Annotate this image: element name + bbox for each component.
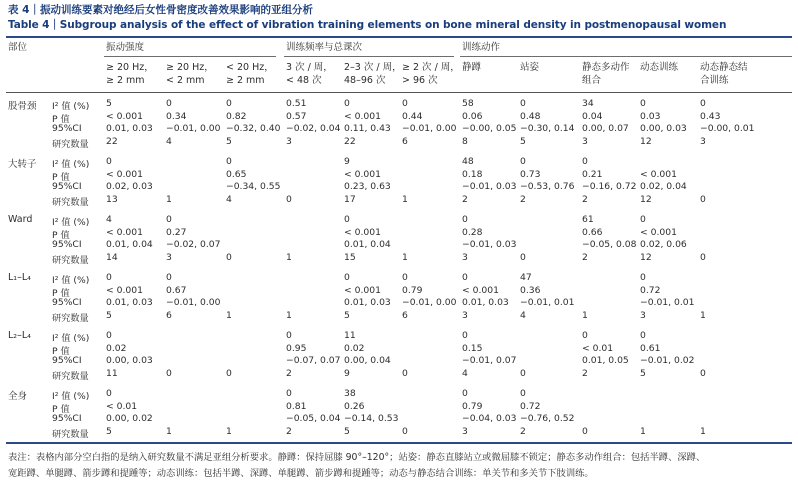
table-cell: 0 <box>106 388 112 399</box>
table-cell: 0.43 <box>700 110 721 122</box>
table-cell: 1 <box>286 251 292 263</box>
table-cell: 4 <box>520 309 526 321</box>
table-cell: 1 <box>166 193 172 205</box>
table-cell: 0.23, 0.63 <box>344 181 391 193</box>
table-cell: 0 <box>582 156 588 167</box>
table-cell: 34 <box>582 98 594 109</box>
table-cell: −0.32, 0.40 <box>226 123 281 135</box>
table-cell: 6 <box>402 135 408 147</box>
table-cell: 0.81 <box>286 400 307 412</box>
table-cell: < 0.001 <box>640 168 677 180</box>
table-cell: 0 <box>166 367 172 379</box>
metric-label-ci: 95%CI <box>52 123 82 135</box>
table-cell: 0.36 <box>520 284 541 296</box>
table-cell: 0.26 <box>344 400 365 412</box>
table-cell: 0.79 <box>462 400 483 412</box>
table-cell: −0.01, 0.03 <box>462 239 517 251</box>
table-cell: 1 <box>700 309 706 321</box>
table-cell: < 0.01 <box>582 342 614 354</box>
table-cell: 0 <box>700 251 706 263</box>
table-cell: 0.57 <box>286 110 307 122</box>
metric-label-i2: I² 值 (%) <box>52 391 90 402</box>
table-cell: −0.01, 0.03 <box>462 181 517 193</box>
table-cell: 0.51 <box>286 98 307 109</box>
metric-label-n: 研究数量 <box>52 428 89 440</box>
table-cell: 0.18 <box>462 168 483 180</box>
group-label: 股骨颈 <box>8 101 37 112</box>
metric-label-n: 研究数量 <box>52 312 89 324</box>
table-cell: 3 <box>462 309 468 321</box>
table-cell: 0 <box>640 272 646 283</box>
table-cell: 5 <box>106 309 112 321</box>
table-cell: 0.65 <box>226 168 247 180</box>
table-cell: 0.73 <box>520 168 541 180</box>
table-cell: 0 <box>462 214 468 225</box>
metric-label-n: 研究数量 <box>52 370 89 382</box>
table-cell: 1 <box>402 251 408 263</box>
table-cell: −0.01, 0.01 <box>640 297 695 309</box>
table-cell: −0.53, 0.76 <box>520 181 575 193</box>
header-underline-frequency <box>284 56 454 57</box>
header-col-6: ≥ 2 次 / 周， > 96 次 <box>402 62 460 86</box>
table-cell: < 0.001 <box>462 284 499 296</box>
table-cell: 61 <box>582 214 594 225</box>
table-cell: −0.16, 0.72 <box>582 181 637 193</box>
table-cell: −0.00, 0.05 <box>462 123 517 135</box>
table-cell: 14 <box>106 251 118 263</box>
header-group-frequency: 训练频率与总课次 <box>286 42 363 53</box>
table-cell: 0.02 <box>106 342 127 354</box>
table-cell: 0.02, 0.06 <box>640 239 687 251</box>
table-cell: −0.01, 0.00 <box>402 297 457 309</box>
table-cell: −0.01, 0.00 <box>166 297 221 309</box>
metric-label-ci: 95%CI <box>52 413 82 425</box>
table-cell: −0.01, 0.00 <box>402 123 457 135</box>
header-part: 部位 <box>8 42 28 53</box>
table-cell: 9 <box>344 367 350 379</box>
table-cell: 0 <box>226 251 232 263</box>
table-cell: < 0.001 <box>106 284 143 296</box>
table-cell: 0 <box>286 193 292 205</box>
table-cell: 0 <box>344 214 350 225</box>
table-cell: 0.01, 0.03 <box>344 297 391 309</box>
table-cell: 0 <box>520 98 526 109</box>
table-cell: 3 <box>700 135 706 147</box>
table-cell: 0.06 <box>462 110 483 122</box>
table-cell: 0 <box>640 98 646 109</box>
table-cell: 0.66 <box>582 226 603 238</box>
table-cell: 0 <box>520 251 526 263</box>
table-cell: 1 <box>640 425 646 437</box>
table-cell: 11 <box>344 330 356 341</box>
table-cell: 0.02, 0.03 <box>106 181 153 193</box>
table-cell: 0.61 <box>640 342 661 354</box>
table-cell: 1 <box>226 309 232 321</box>
table-cell: 0.00, 0.07 <box>582 123 629 135</box>
group-label: L₁–L₄ <box>8 272 31 283</box>
table-cell: 0.01, 0.05 <box>582 355 629 367</box>
table-cell: 38 <box>344 388 356 399</box>
metric-label-i2: I² 值 (%) <box>52 159 90 170</box>
table-cell: 0 <box>286 388 292 399</box>
table-cell: 0 <box>106 156 112 167</box>
table-cell: 0 <box>402 367 408 379</box>
metric-label-n: 研究数量 <box>52 138 89 150</box>
header-bottom-rule <box>6 92 792 93</box>
metric-label-p: P 值 <box>52 403 70 415</box>
table-cell: 58 <box>462 98 474 109</box>
metric-label-p: P 值 <box>52 287 70 299</box>
table-cell: 5 <box>640 367 646 379</box>
table-cell: 6 <box>166 309 172 321</box>
table-cell: 0 <box>106 330 112 341</box>
table-cell: 0 <box>582 330 588 341</box>
table-cell: 2 <box>582 251 588 263</box>
table-cell: < 0.01 <box>106 400 138 412</box>
table-cell: 9 <box>344 156 350 167</box>
table-cell: 2 <box>520 425 526 437</box>
table-cell: 0.48 <box>520 110 541 122</box>
table-title-en: Table 4｜Subgroup analysis of the effect of vibration training elements on bone mineral density in postmenopausal women <box>8 19 727 31</box>
table-cell: 0.00, 0.03 <box>640 123 687 135</box>
table-cell: −0.02, 0.04 <box>286 123 341 135</box>
table-cell: 0 <box>166 272 172 283</box>
header-col-9: 静态多动作 组合 <box>582 62 630 86</box>
table-cell: 0.01, 0.04 <box>106 239 153 251</box>
table-cell: 1 <box>402 193 408 205</box>
table-cell: 0.03 <box>640 110 661 122</box>
table-cell: 0.27 <box>166 226 187 238</box>
table-cell: 1 <box>700 425 706 437</box>
table-cell: 0.95 <box>286 342 307 354</box>
header-underline-intensity <box>104 56 276 57</box>
table-cell: −0.05, 0.08 <box>582 239 637 251</box>
table-cell: 0 <box>166 98 172 109</box>
table-title-cn: 表 4｜振动训练要素对绝经后女性骨密度改善效果影响的亚组分析 <box>8 4 313 16</box>
header-col-4: 3 次 / 周， < 48 次 <box>286 62 333 86</box>
table-cell: 12 <box>640 251 652 263</box>
table-cell: 4 <box>226 193 232 205</box>
table-cell: 0 <box>700 367 706 379</box>
table-cell: 0 <box>700 193 706 205</box>
table-cell: < 0.001 <box>106 168 143 180</box>
table-cell: 17 <box>344 193 356 205</box>
metric-label-i2: I² 值 (%) <box>52 333 90 344</box>
table-cell: 0 <box>462 330 468 341</box>
header-group-action: 训练动作 <box>462 42 501 53</box>
top-rule <box>6 36 792 38</box>
table-cell: 0.00, 0.04 <box>344 355 391 367</box>
table-note-line-1: 表注：表格内部分空白指的是纳入研究数量不满足亚组分析要求。静蹲：保持屈膝 90°–120°；站姿：静态直膝站立或微屈膝不锁定；静态多动作组合：包括半蹲、深蹲、 <box>8 452 706 463</box>
table-cell: 0 <box>106 272 112 283</box>
table-cell: 11 <box>106 367 118 379</box>
bottom-rule <box>6 442 792 444</box>
table-cell: 0 <box>640 330 646 341</box>
table-cell: 0 <box>226 98 232 109</box>
table-cell: 0 <box>402 272 408 283</box>
metric-label-i2: I² 值 (%) <box>52 101 90 112</box>
table-cell: 0.01, 0.03 <box>106 297 153 309</box>
table-cell: 0 <box>520 388 526 399</box>
table-cell: 15 <box>344 251 356 263</box>
header-col-2: ≥ 20 Hz， < 2 mm <box>166 62 214 86</box>
table-cell: 3 <box>640 309 646 321</box>
table-cell: 0.82 <box>226 110 247 122</box>
metric-label-ci: 95%CI <box>52 239 82 251</box>
table-cell: 0.67 <box>166 284 187 296</box>
table-cell: 0.00, 0.03 <box>106 355 153 367</box>
table-cell: 0.15 <box>462 342 483 354</box>
table-cell: −0.00, 0.01 <box>700 123 755 135</box>
group-label: 全身 <box>8 391 28 402</box>
table-cell: 5 <box>226 135 232 147</box>
table-cell: 2 <box>286 425 292 437</box>
table-cell: 5 <box>520 135 526 147</box>
table-cell: 1 <box>226 425 232 437</box>
table-cell: 0 <box>640 214 646 225</box>
table-cell: 5 <box>344 425 350 437</box>
header-group-intensity: 振动强度 <box>106 42 145 53</box>
table-cell: < 0.001 <box>344 110 381 122</box>
table-cell: 3 <box>582 135 588 147</box>
table-cell: 0.01, 0.03 <box>462 297 509 309</box>
table-cell: 0.11, 0.43 <box>344 123 391 135</box>
table-cell: 13 <box>106 193 118 205</box>
table-cell: 6 <box>402 309 408 321</box>
table-cell: 1 <box>582 309 588 321</box>
table-cell: 4 <box>106 214 112 225</box>
table-cell: 2 <box>582 193 588 205</box>
metric-label-p: P 值 <box>52 113 70 125</box>
table-cell: 0 <box>226 367 232 379</box>
group-label: L₂–L₄ <box>8 330 31 341</box>
table-cell: 2 <box>462 193 468 205</box>
header-col-11: 动态静态结 合训练 <box>700 62 748 86</box>
metric-label-i2: I² 值 (%) <box>52 275 90 286</box>
metric-label-n: 研究数量 <box>52 254 89 266</box>
table-cell: −0.01, 0.02 <box>640 355 695 367</box>
table-cell: 0 <box>520 367 526 379</box>
table-cell: 0.44 <box>402 110 423 122</box>
table-cell: < 0.001 <box>106 226 143 238</box>
metric-label-ci: 95%CI <box>52 355 82 367</box>
table-note-line-2: 宽距蹲、单腿蹲、箭步蹲和提踵等；动态训练：包括半蹲、深蹲、单腿蹲、箭步蹲和提踵等；动态与静态结合训练：单关节和多关节下肢训练。 <box>8 468 594 479</box>
table-cell: < 0.001 <box>640 226 677 238</box>
table-cell: 0.00, 0.02 <box>106 413 153 425</box>
table-cell: −0.02, 0.07 <box>166 239 221 251</box>
table-cell: 5 <box>106 98 112 109</box>
header-col-7: 静蹲 <box>462 62 482 73</box>
table-cell: 5 <box>106 425 112 437</box>
table-cell: −0.01, 0.01 <box>520 297 575 309</box>
metric-label-p: P 值 <box>52 229 70 241</box>
table-cell: 1 <box>166 425 172 437</box>
table-cell: −0.34, 0.55 <box>226 181 281 193</box>
table-cell: < 0.001 <box>344 226 381 238</box>
table-cell: −0.01, 0.00 <box>166 123 221 135</box>
table-cell: 0 <box>344 98 350 109</box>
table-cell: 0 <box>402 98 408 109</box>
table-cell: 22 <box>344 135 356 147</box>
group-label: Ward <box>8 214 33 225</box>
table-cell: 2 <box>520 193 526 205</box>
table-cell: 0 <box>166 214 172 225</box>
table-cell: −0.04, 0.03 <box>462 413 517 425</box>
table-cell: < 0.001 <box>344 284 381 296</box>
table-cell: 0.34 <box>166 110 187 122</box>
table-cell: 0.02 <box>344 342 365 354</box>
table-cell: 0 <box>226 156 232 167</box>
table-cell: 0.72 <box>520 400 541 412</box>
header-col-3: < 20 Hz， ≥ 2 mm <box>226 62 274 86</box>
table-cell: 0 <box>344 272 350 283</box>
table-cell: 0 <box>700 98 706 109</box>
table-cell: 48 <box>462 156 474 167</box>
table-cell: 1 <box>286 309 292 321</box>
metric-label-p: P 值 <box>52 171 70 183</box>
table-cell: 2 <box>582 367 588 379</box>
metric-label-i2: I² 值 (%) <box>52 217 90 228</box>
header-col-10: 动态训练 <box>640 62 679 73</box>
table-cell: 0 <box>286 330 292 341</box>
table-cell: 8 <box>462 135 468 147</box>
table-cell: 12 <box>640 135 652 147</box>
table-cell: 3 <box>462 251 468 263</box>
table-cell: 22 <box>106 135 118 147</box>
table-cell: < 0.001 <box>344 168 381 180</box>
metric-label-ci: 95%CI <box>52 181 82 193</box>
metric-label-ci: 95%CI <box>52 297 82 309</box>
header-col-1: ≥ 20 Hz， ≥ 2 mm <box>106 62 154 86</box>
table-cell: 0 <box>520 156 526 167</box>
table-cell: 0 <box>462 272 468 283</box>
table-cell: 0.21 <box>582 168 603 180</box>
table-cell: 0 <box>402 425 408 437</box>
table-cell: −0.01, 0.07 <box>462 355 517 367</box>
header-col-8: 站姿 <box>520 62 540 73</box>
table-cell: 0 <box>582 425 588 437</box>
table-cell: 0.01, 0.03 <box>106 123 153 135</box>
table-cell: 3 <box>462 425 468 437</box>
table-cell: 3 <box>166 251 172 263</box>
table-cell: 0.02, 0.04 <box>640 181 687 193</box>
table-cell: 0.72 <box>640 284 661 296</box>
metric-label-n: 研究数量 <box>52 196 89 208</box>
table-cell: 0 <box>462 388 468 399</box>
header-underline-action <box>460 56 792 57</box>
table-cell: −0.14, 0.53 <box>344 413 399 425</box>
table-cell: < 0.001 <box>106 110 143 122</box>
table-cell: 5 <box>344 309 350 321</box>
table-cell: 4 <box>462 367 468 379</box>
table-cell: −0.07, 0.07 <box>286 355 341 367</box>
table-cell: 0.79 <box>402 284 423 296</box>
table-cell: 47 <box>520 272 532 283</box>
table-cell: 3 <box>286 135 292 147</box>
metric-label-p: P 值 <box>52 345 70 357</box>
table-cell: −0.05, 0.04 <box>286 413 341 425</box>
group-label: 大转子 <box>8 159 37 170</box>
table-cell: 12 <box>640 193 652 205</box>
table-cell: 0.01, 0.04 <box>344 239 391 251</box>
table-cell: 2 <box>286 367 292 379</box>
table-cell: −0.30, 0.14 <box>520 123 575 135</box>
table-cell: 4 <box>166 135 172 147</box>
table-cell: −0.76, 0.52 <box>520 413 575 425</box>
header-col-5: 2–3 次 / 周， 48–96 次 <box>344 62 402 86</box>
table-cell: 0.28 <box>462 226 483 238</box>
table-cell: 0.04 <box>582 110 603 122</box>
